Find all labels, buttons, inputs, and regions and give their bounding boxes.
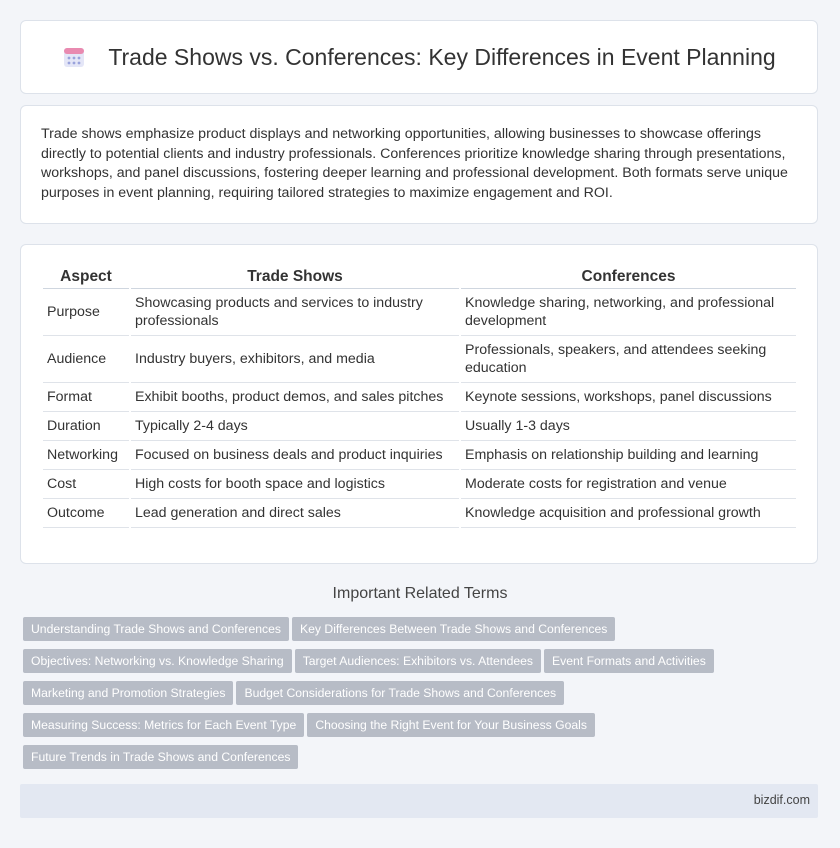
aspect-cell: Networking — [43, 441, 129, 470]
aspect-cell: Duration — [43, 412, 129, 441]
conferences-cell: Knowledge sharing, networking, and professional development — [461, 289, 796, 336]
related-term-link[interactable]: Event Formats and Activities — [544, 649, 714, 673]
table-row — [43, 441, 796, 470]
conferences-cell: Moderate costs for registration and venue — [461, 470, 796, 499]
related-term-link[interactable]: Objectives: Networking vs. Knowledge Sharing — [23, 649, 292, 673]
aspect-cell: Format — [43, 383, 129, 412]
related-term-link[interactable]: Measuring Success: Metrics for Each Event Type — [23, 713, 304, 737]
footer-site-link[interactable]: bizdif.com — [753, 793, 810, 807]
calendar-icon — [62, 45, 86, 69]
related-term-link[interactable]: Understanding Trade Shows and Conferences — [23, 617, 289, 641]
related-terms-heading: Important Related Terms — [332, 585, 508, 602]
trade-shows-cell: Exhibit booths, product demos, and sales pitches — [131, 383, 459, 412]
comparison-table — [41, 265, 798, 528]
trade-shows-cell: Showcasing products and services to industry professionals — [131, 289, 459, 336]
conferences-cell: Professionals, speakers, and attendees seeking education — [461, 336, 796, 383]
related-term-link[interactable]: Key Differences Between Trade Shows and Conferences — [292, 617, 615, 641]
trade-shows-cell: High costs for booth space and logistics — [131, 470, 459, 499]
aspect-cell: Audience — [43, 336, 129, 383]
footer — [20, 784, 818, 818]
table-row — [43, 412, 796, 441]
related-term-link[interactable]: Budget Considerations for Trade Shows and Conferences — [236, 681, 564, 705]
related-term-link[interactable]: Choosing the Right Event for Your Business Goals — [307, 713, 595, 737]
header-conferences: Conferences — [461, 265, 796, 289]
table-row — [43, 289, 796, 336]
conferences-cell: Knowledge acquisition and professional growth — [461, 499, 796, 528]
page-title: Trade Shows vs. Conferences: Key Differences in Event Planning — [108, 43, 776, 70]
conferences-cell: Emphasis on relationship building and learning — [461, 441, 796, 470]
related-terms-list — [23, 617, 723, 777]
table-row — [43, 499, 796, 528]
related-term-link[interactable]: Future Trends in Trade Shows and Conferences — [23, 745, 298, 769]
conferences-cell: Usually 1-3 days — [461, 412, 796, 441]
aspect-cell: Cost — [43, 470, 129, 499]
related-term-link[interactable]: Marketing and Promotion Strategies — [23, 681, 233, 705]
comparison-card — [20, 244, 818, 564]
table-header-row — [43, 265, 796, 289]
related-term-link[interactable]: Target Audiences: Exhibitors vs. Attendees — [295, 649, 541, 673]
trade-shows-cell: Focused on business deals and product inquiries — [131, 441, 459, 470]
trade-shows-cell: Industry buyers, exhibitors, and media — [131, 336, 459, 383]
table-row — [43, 470, 796, 499]
aspect-cell: Purpose — [43, 289, 129, 336]
table-row — [43, 336, 796, 383]
conferences-cell: Keynote sessions, workshops, panel discussions — [461, 383, 796, 412]
header-aspect: Aspect — [43, 265, 129, 289]
title-card — [20, 20, 818, 94]
header-trade-shows: Trade Shows — [131, 265, 459, 289]
table-row — [43, 383, 796, 412]
trade-shows-cell: Typically 2-4 days — [131, 412, 459, 441]
intro-text: Trade shows emphasize product displays and networking opportunities, allowing businesses to showcase offerings directly to potential clients and industry professionals. Conferences prioritize knowledge sharing through presentations, workshops, and panel discussions, fostering deeper learning and professional development. Both formats serve unique purposes in event planning, requiring tailored strategies to maximize engagement and ROI. — [41, 126, 788, 201]
trade-shows-cell: Lead generation and direct sales — [131, 499, 459, 528]
intro-card — [20, 105, 818, 224]
aspect-cell: Outcome — [43, 499, 129, 528]
